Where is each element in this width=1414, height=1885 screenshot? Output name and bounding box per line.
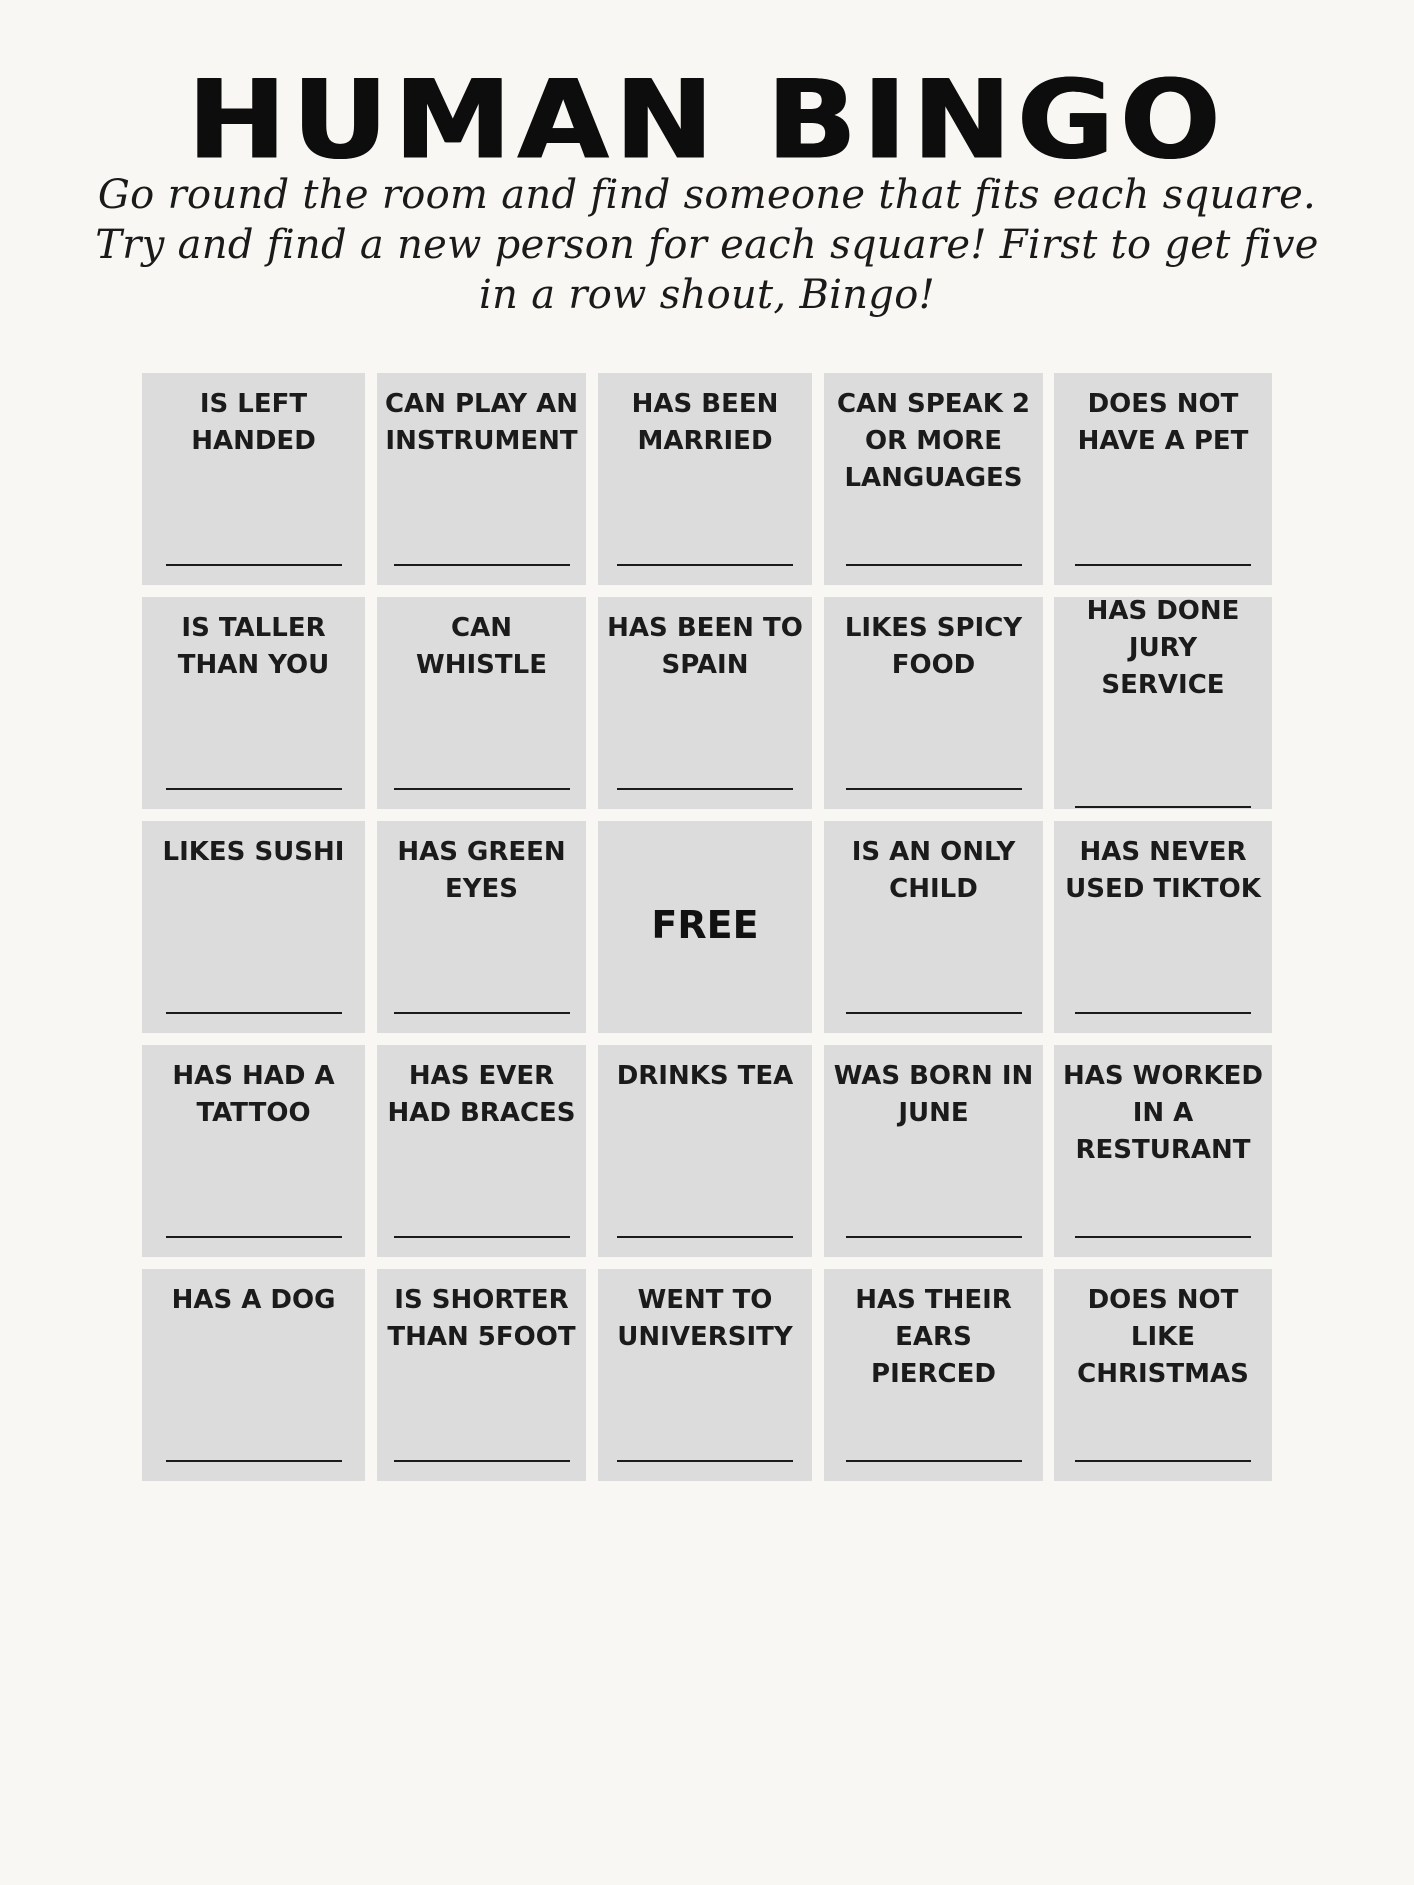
signature-line [846, 788, 1022, 790]
bingo-square[interactable] [824, 1269, 1043, 1481]
signature-line [846, 564, 1022, 566]
bingo-square[interactable] [1054, 373, 1272, 585]
free-space-label: FREE [651, 903, 759, 947]
signature-line [846, 1460, 1022, 1462]
bingo-square[interactable] [142, 821, 365, 1033]
square-label: HAS HAD A TATTOO [172, 1061, 335, 1128]
signature-line [166, 564, 342, 566]
bingo-square[interactable] [598, 373, 812, 585]
square-label: DOES NOT LIKE CHRISTMAS [1077, 1285, 1249, 1389]
bingo-square[interactable] [824, 597, 1043, 809]
bingo-square[interactable] [142, 597, 365, 809]
bingo-square[interactable] [377, 1045, 586, 1257]
signature-line [617, 788, 793, 790]
signature-line [1075, 564, 1251, 566]
square-label: DOES NOT HAVE A PET [1077, 389, 1249, 456]
signature-line [617, 564, 793, 566]
bingo-square[interactable] [1054, 821, 1272, 1033]
bingo-square[interactable] [824, 373, 1043, 585]
bingo-square[interactable] [142, 1045, 365, 1257]
square-label: HAS A DOG [171, 1285, 336, 1315]
square-label: IS SHORTER THAN 5FOOT [387, 1285, 576, 1352]
bingo-square[interactable] [377, 373, 586, 585]
signature-line [1075, 1236, 1251, 1238]
square-label: DRINKS TEA [616, 1061, 794, 1091]
square-label: HAS THEIR EARS PIERCED [855, 1285, 1012, 1389]
square-label: LIKES SPICY FOOD [844, 613, 1023, 680]
bingo-square[interactable] [142, 373, 365, 585]
bingo-square[interactable] [598, 1269, 812, 1481]
bingo-square[interactable] [377, 597, 586, 809]
signature-line [166, 1460, 342, 1462]
square-label: WENT TO UNIVERSITY [617, 1285, 793, 1352]
bingo-square[interactable] [377, 1269, 586, 1481]
square-label: HAS BEEN TO SPAIN [607, 613, 803, 680]
signature-line [394, 1012, 570, 1014]
signature-line [617, 1460, 793, 1462]
signature-line [394, 788, 570, 790]
signature-line [166, 788, 342, 790]
square-label: WAS BORN IN JUNE [833, 1061, 1034, 1128]
square-label: HAS GREEN EYES [397, 837, 566, 904]
bingo-square[interactable] [598, 821, 812, 1033]
square-label: CAN SPEAK 2 OR MORE LANGUAGES [837, 389, 1030, 493]
signature-line [1075, 806, 1251, 808]
signature-line [394, 564, 570, 566]
signature-line [846, 1236, 1022, 1238]
instructions-text: Go round the room and find someone that fits each square. Try and find a new person for each square! First to get five in a row shout, Bingo! [95, 172, 1319, 318]
signature-line [394, 1460, 570, 1462]
bingo-square[interactable] [598, 1045, 812, 1257]
square-label: IS LEFT HANDED [191, 389, 316, 456]
bingo-square[interactable] [142, 1269, 365, 1481]
square-label: HAS EVER HAD BRACES [387, 1061, 576, 1128]
bingo-square[interactable] [1054, 1045, 1272, 1257]
square-label: HAS BEEN MARRIED [631, 389, 779, 456]
square-label: CAN PLAY AN INSTRUMENT [384, 389, 579, 456]
square-label: CAN WHISTLE [416, 613, 547, 680]
signature-line [166, 1236, 342, 1238]
page-title: HUMAN BINGO [187, 56, 1227, 184]
signature-line [1075, 1012, 1251, 1014]
signature-line [1075, 1460, 1251, 1462]
square-label: LIKES SUSHI [162, 837, 345, 867]
bingo-square[interactable] [1054, 1269, 1272, 1481]
signature-line [617, 1236, 793, 1238]
signature-line [846, 1012, 1022, 1014]
square-label: HAS NEVER USED TIKTOK [1065, 837, 1261, 904]
signature-line [166, 1012, 342, 1014]
bingo-square[interactable] [1054, 597, 1272, 809]
bingo-square[interactable] [824, 1045, 1043, 1257]
bingo-square[interactable] [824, 821, 1043, 1033]
square-label: HAS DONE JURY SERVICE [1086, 596, 1240, 700]
square-label: IS TALLER THAN YOU [177, 613, 330, 680]
square-label: HAS WORKED IN A RESTURANT [1063, 1061, 1263, 1165]
signature-line [394, 1236, 570, 1238]
square-label: IS AN ONLY CHILD [851, 837, 1016, 904]
bingo-square[interactable] [377, 821, 586, 1033]
bingo-square[interactable] [598, 597, 812, 809]
